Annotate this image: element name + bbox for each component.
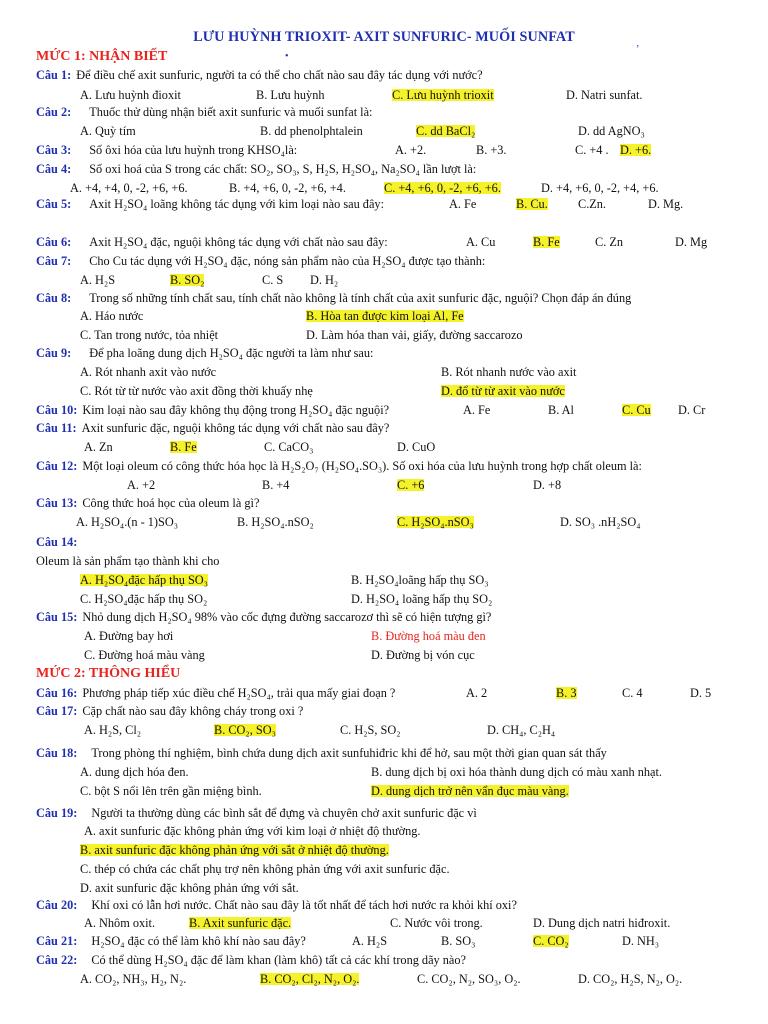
question-text: Để pha loãng dung dịch H₂SO₄ đặc người ta làm như sau: [89,346,374,360]
level-1-heading: MỨC 1: NHẬN BIẾT [36,49,168,64]
answer-c: C. CO₂, N₂, SO₃, O₂. [417,972,521,986]
question-10 [36,404,389,416]
answer-d: D. Mg. [648,197,684,211]
question-text: Trong phòng thí nghiệm, bình chứa dung dịch axit sunfuhiđric khi để hở, sau một thời gian quan sát thấy [91,746,607,760]
answer-b: B. Al [548,403,574,417]
question-18 [36,747,607,759]
question-text: Axit sunfuric đặc, nguội không tác dụng với chất nào sau đây? [81,421,390,435]
answer-b-correct: B. Cu. [516,197,548,211]
answer-a: A. Lưu huỳnh đioxit [80,88,181,102]
answer-d: D. 5 [690,686,712,700]
answer-d-correct: D. +6. [620,143,652,157]
question-number: Câu 21: [36,934,78,948]
question-19 [36,807,477,819]
question-6 [36,236,388,248]
question-number: Câu 2: [36,105,72,119]
answer-c-correct: C. +4, +6, 0, -2, +6, +6. [384,181,501,195]
question-number: Câu 4: [36,162,72,176]
question-number: Câu 19: [36,806,78,820]
answer-d: D. CO₂, H₂S, N₂, O₂. [578,972,683,986]
answer-c: C.Zn. [578,197,607,211]
answer-a: A. Háo nước [80,309,144,323]
question-16 [36,687,395,699]
answer-a: A. +2 [127,478,156,492]
answer-a: A. H₂S, Cl₂ [84,723,142,737]
question-4 [36,163,476,175]
answer-b: B. +3. [476,143,507,157]
question-number: Câu 11: [36,421,77,435]
question-14 [36,536,77,548]
question-text: Công thức hoá học của oleum là gì? [82,496,260,510]
answer-d: D. Làm hóa than vải, giấy, đường saccarozo [306,328,523,342]
question-text: Một loại oleum có công thức hóa học là H₂S₂O₇ (H₂SO₄.SO₃). Số oxi hóa của lưu huỳnh trong hợp chất oleum là: [82,459,642,473]
answer-b: B. dd phenolphtalein [260,124,363,138]
answer-a: A. Zn [84,440,113,454]
question-number: Câu 16: [36,686,78,700]
question-number: Câu 9: [36,346,72,360]
answer-a: A. axit sunfuric đặc không phản ứng với kim loại ở nhiệt độ thường. [84,824,421,838]
answer-c-correct: C. dd BaCl₂ [416,124,476,138]
answer-a: A. +4, +4, 0, -2, +6, +6. [70,181,188,195]
question-text: Để điều chế axit sunfuric, người ta có thể cho chất nào sau đây tác dụng với nước? [76,68,483,82]
question-20 [36,899,517,911]
question-text: Axit H₂SO₄ loãng không tác dụng với kim loại nào sau đây: [89,197,384,211]
question-number: Câu 18: [36,746,78,760]
question-text: Số oxi hoá của S trong các chất: SO₂, SO₃, S, H₂S, H₂SO₄, Na₂SO₄ lần lượt là: [89,162,477,176]
question-text: Phương pháp tiếp xúc điều chế H₂SO₄, trải qua mấy giai đoạn ? [82,686,396,700]
question-number: Câu 8: [36,291,72,305]
answer-a: A. Rót nhanh axit vào nước [80,365,217,379]
level-2-heading: MỨC 2: THÔNG HIỂU [36,666,181,681]
question-17 [36,705,303,717]
question-number: Câu 15: [36,610,78,624]
answer-c: C. H₂S, SO₂ [340,723,401,737]
answer-c: C. S [262,273,284,287]
answer-b: B. H₂SO₄.nSO₂ [237,515,314,529]
answer-c: C. 4 [622,686,643,700]
question-21 [36,935,306,947]
question-text: Cho Cu tác dụng với H₂SO₄ đặc, nóng sản phẩm nào của H₂SO₄ được tạo thành: [89,254,486,268]
question-number: Câu 6: [36,235,72,249]
answer-b-correct: B. CO₂, Cl₂, N₂, O₂. [260,972,360,986]
answer-d: D. Cr [678,403,706,417]
answer-c: C. Nước vôi trong. [390,916,483,930]
question-number: Câu 13: [36,496,78,510]
answer-c: C. Zn [595,235,624,249]
answer-a: A. Fe [449,197,477,211]
question-number: Câu 22: [36,953,78,967]
answer-a: A. Quỳ tím [80,124,136,138]
answer-a: A. dung dịch hóa đen. [80,765,189,779]
question-text: Nhỏ dung dịch H₂SO₄ 98% vào cốc đựng đường saccarozơ thì sẽ có hiện tượng gì? [82,610,492,624]
stray-mark: ʼ [636,44,640,55]
question-text: Số ôxi hóa của lưu huỳnh trong KHSO₄là: [89,143,298,157]
answer-c: C. +4 . [575,143,609,157]
question-number: Câu 1: [36,68,72,82]
question-5 [36,198,384,210]
answer-a: A. 2 [466,686,488,700]
question-3 [36,144,297,156]
question-number: Câu 17: [36,704,78,718]
answer-a: A. Cu [466,235,496,249]
answer-c: C. H₂SO₄đặc hấp thụ SO₂ [80,592,208,606]
answer-a: A. +2. [395,143,427,157]
answer-d: D. SO₃ .nH₂SO₄ [560,515,641,529]
answer-b-correct: B. Axit sunfuric đặc. [189,916,292,930]
answer-d: D. CuO [397,440,436,454]
answer-d: D. Đường bị vón cục [371,648,475,662]
answer-d: D. dd AgNO₃ [578,124,645,138]
answer-a: A. Đường bay hơi [84,629,174,643]
question-number: Câu 3: [36,143,72,157]
question-number: Câu 12: [36,459,78,473]
question-text: Trong số những tính chất sau, tính chất nào không là tính chất của axit sunfuric đặc, nguội? Chọn đáp án đúng [89,291,632,305]
answer-d: D. axit sunfuric đặc không phản ứng với sắt. [80,881,299,895]
answer-c: C. Đường hoá màu vàng [84,648,205,662]
document-title: LƯU HUỲNH TRIOXIT- AXIT SUNFURIC- MUỐI SUNFAT [193,29,575,45]
question-22 [36,954,466,966]
answer-b: B. H₂SO₄loãng hấp thụ SO₃ [351,573,489,587]
answer-b: B. dung dịch bị oxi hóa thành dung dịch có màu xanh nhạt. [371,765,662,779]
answer-d: D. Dung dịch natri hiđroxit. [533,916,671,930]
answer-b: B. +4 [262,478,290,492]
answer-b-correct: B. SO₂ [170,273,205,287]
answer-c-correct: C. H₂SO₄.nSO₃ [397,515,474,529]
answer-d: D. Natri sunfat. [566,88,643,102]
question-text: H₂SO₄ đặc có thể làm khô khí nào sau đây? [91,934,306,948]
question-text: Axit H₂SO₄ đặc, nguội không tác dụng với chất nào sau đây: [89,235,388,249]
question-12 [36,460,642,472]
answer-c: C. bột S nổi lên trên gần miệng bình. [80,784,262,798]
question-9 [36,347,373,359]
answer-b: B. Lưu huỳnh [256,88,325,102]
answer-d: D. H₂SO₄ loãng hấp thụ SO₂ [351,592,493,606]
answer-c: C. CaCO₃ [264,440,314,454]
answer-a: A. H₂S [80,273,116,287]
question-1 [36,69,483,81]
stray-mark: • [285,51,289,62]
question-11 [36,422,389,434]
answer-a: A. Nhôm oxit. [84,916,156,930]
question-15 [36,611,491,623]
answer-c: C. Rót từ từ nước vào axit đồng thời khuấy nhẹ [80,384,313,398]
question-text: Kim loại nào sau đây không thụ động trong H₂SO₄ đặc nguội? [82,403,390,417]
answer-d: D. CH₄, C₂H₄ [487,723,556,737]
answer-b-correct: B. CO₂, SO₃ [214,723,276,737]
question-number: Câu 5: [36,197,72,211]
question-number: Câu 10: [36,403,78,417]
answer-a-correct: A. H₂SO₄đặc hấp thụ SO₃ [80,573,208,587]
question-number: Câu 7: [36,254,72,268]
answer-c-correct: C. Lưu huỳnh trioxit [392,88,494,102]
answer-b: B. Rót nhanh nước vào axit [441,365,577,379]
answer-c-correct: C. +6 [397,478,425,492]
answer-d: D. H₂ [310,273,339,287]
answer-b-correct: B. Fe [170,440,197,454]
answer-b-correct: B. Fe [533,235,560,249]
answer-b-correct: B. axit sunfuric đặc không phản ứng với sắt ở nhiệt độ thường. [80,843,389,857]
answer-b-correct: B. 3 [556,686,577,700]
answer-d-correct: D. dung dịch trở nên vẩn đục màu vàng. [371,784,569,798]
answer-d: D. Mg [675,235,708,249]
answer-a: A. Fe [463,403,491,417]
question-text: Thuốc thử dùng nhận biết axit sunfuric và muối sunfat là: [89,105,373,119]
question-text: Oleum là sản phẩm tạo thành khi cho [36,554,220,568]
answer-d-correct: D. đổ từ từ axit vào nước [441,384,565,398]
answer-c-correct: C. Cu [622,403,651,417]
answer-b-correct: B. Hòa tan được kim loại Al, Fe [306,309,464,323]
question-13 [36,497,259,509]
question-7 [36,255,485,267]
answer-c: C. thép có chứa các chất phụ trợ nên không phản ứng với axit sunfuric đặc. [80,862,450,876]
answer-a: A. H₂S [352,934,388,948]
answer-d: D. NH₃ [622,934,660,948]
question-number: Câu 14: [36,535,78,549]
question-text: Có thể dùng H₂SO₄ đặc để làm khan (làm khô) tất cả các khí trong dãy nào? [91,953,466,967]
question-text: Cặp chất nào sau đây không cháy trong oxi ? [82,704,304,718]
answer-d: D. +8 [533,478,562,492]
question-text: Người ta thường dùng các bình sắt để đựng và chuyên chở axit sunfuric đặc vì [91,806,477,820]
question-number: Câu 20: [36,898,78,912]
question-2 [36,106,372,118]
answer-b-correct: B. Đường hoá màu đen [371,629,486,643]
question-8 [36,292,631,304]
answer-c-correct: C. CO₂ [533,934,569,948]
question-text: Khí oxi có lẫn hơi nước. Chất nào sau đây là tốt nhất để tách hơi nước ra khỏi khí oxi? [91,898,517,912]
answer-a: A. CO₂, NH₃, H₂, N₂. [80,972,187,986]
answer-a: A. H₂SO₄.(n - 1)SO₃ [76,515,179,529]
answer-d: D. +4, +6, 0, -2, +4, +6. [541,181,659,195]
answer-c: C. Tan trong nước, tỏa nhiệt [80,328,219,342]
answer-b: B. +4, +6, 0, -2, +6, +4. [229,181,346,195]
answer-b: B. SO₃ [441,934,476,948]
